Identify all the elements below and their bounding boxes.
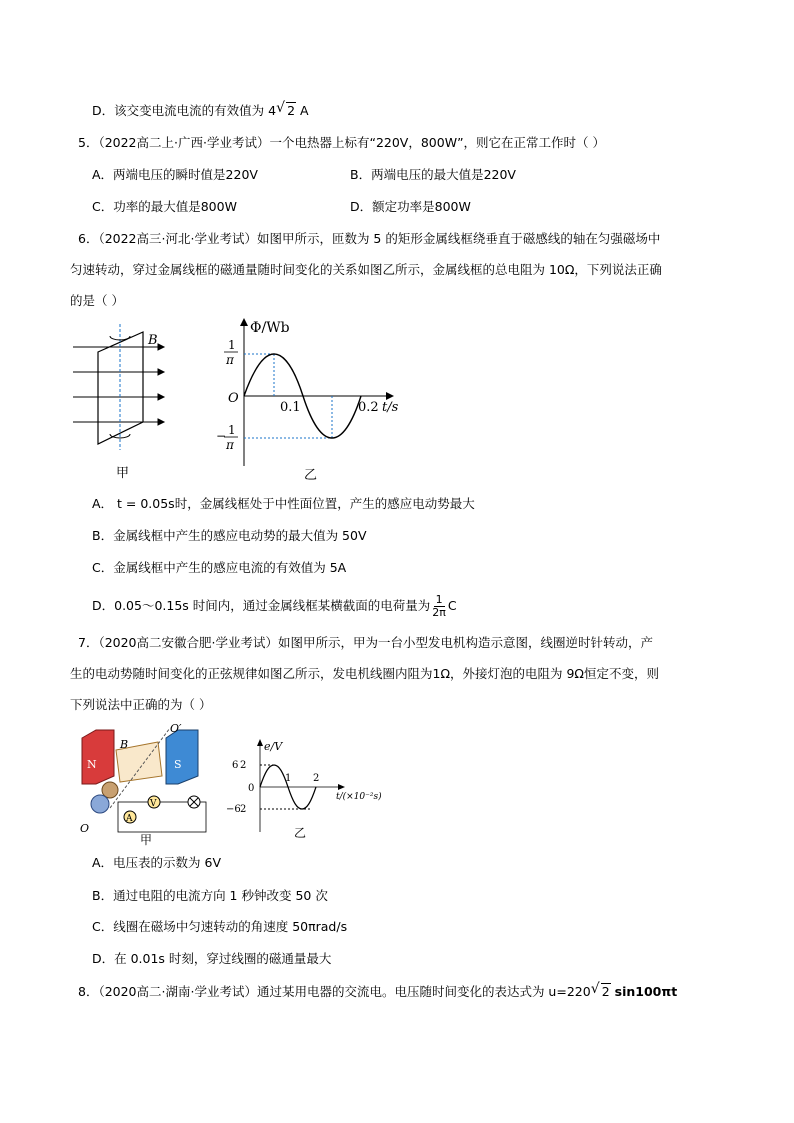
figure-caption: 乙: [304, 468, 318, 483]
min-value-numerator: 1: [228, 423, 236, 437]
figure-caption: 甲: [116, 466, 130, 481]
max-value-root: 2: [240, 760, 247, 771]
q6-option-d-text: D．0.05～0.15s 时间内，通过金属线框某横截面的电荷量为: [92, 598, 431, 613]
min-value-sign: −: [216, 429, 227, 443]
field-arrow: [158, 419, 164, 425]
origin-label: O: [228, 391, 239, 406]
q6-option-b: B．金属线框中产生的感应电动势的最大值为 50V: [92, 528, 367, 543]
q8-stem-tail: sin100πt: [614, 984, 678, 999]
q6-stem-line-2: 匀速转动，穿过金属线框的磁通量随时间变化的关系如图乙所示，金属线框的总电阻为 10Ω，下列说法正确: [70, 262, 662, 277]
tick-label-0-1: 0.1: [280, 400, 301, 415]
q5-option-d: D．额定功率是800W: [350, 199, 471, 214]
label-b: B: [120, 738, 129, 751]
q4-option-d-text: D．该交变电流电流的有效值为 4: [92, 103, 277, 118]
y-axis-arrow: [240, 318, 248, 326]
q7-option-a: A．电压表的示数为 6V: [92, 855, 222, 870]
q8-stem-text: 8．（2020高二·湖南·学业考试）通过某用电器的交流电。电压随时间变化的表达式为 u=220: [78, 984, 591, 999]
q5-option-a: A．两端电压的瞬时值是220V: [92, 167, 258, 182]
figure-caption: 乙: [294, 826, 307, 840]
q7-option-b: B．通过电阻的电流方向 1 秒钟改变 50 次: [92, 888, 328, 903]
max-value-numerator: 1: [228, 338, 236, 352]
q7-figure-generator: [74, 720, 214, 850]
q7-stem-line-1: 7．（2020高二安徽合肥·学业考试）如图甲所示，甲为一台小型发电机构造示意图，线圈逆时针转动，产: [78, 635, 653, 650]
q7-option-c: C．线圈在磁场中匀速转动的角速度 50πrad/s: [92, 919, 348, 934]
max-value: 6: [232, 760, 239, 771]
ammeter-label: A: [126, 814, 133, 824]
voltmeter-label: V: [150, 799, 157, 809]
q7-option-d: D．在 0.01s 时刻，穿过线圈的磁通量最大: [92, 951, 332, 966]
q6-option-d-unit: C: [447, 598, 457, 613]
field-arrow: [158, 369, 164, 375]
q6-option-a: A． t = 0.05s时，金属线框处于中性面位置，产生的感应电动势最大: [92, 496, 475, 511]
s-pole-magnet: [166, 730, 198, 784]
x-axis-arrow: [386, 392, 394, 400]
q6-stem-line-3: 的是（ ）: [70, 293, 124, 308]
q7-figure-emf-graph: [224, 736, 394, 842]
q5-option-b: B．两端电压的最大值是220V: [350, 167, 516, 182]
y-axis-label: Φ/Wb: [250, 320, 290, 336]
y-axis-label: e/V: [264, 740, 283, 753]
q5-option-c: C．功率的最大值是800W: [92, 199, 237, 214]
min-value-denominator: π: [226, 438, 234, 452]
n-pole-magnet: [82, 730, 114, 784]
q4-option-d-unit: A: [300, 103, 309, 118]
field-arrow: [158, 394, 164, 400]
min-value-root: 2: [240, 804, 247, 815]
zero-label: 0: [248, 783, 255, 794]
max-value-denominator: π: [226, 353, 234, 367]
tick-label-2: 2: [313, 773, 320, 784]
field-label-b: B: [148, 333, 158, 348]
min-value: −6: [226, 804, 241, 815]
q5-stem: 5．（2022高二上·广西·学业考试）一个电热器上标有“220V，800W”，则它在正常工作时（ ）: [78, 135, 606, 150]
fraction: $\frac{1}{2\pi}$: [432, 593, 446, 619]
q7-stem-line-3: 下列说法中正确的为（ ）: [70, 697, 212, 712]
tick-label-1: 1: [285, 773, 292, 784]
label-o: O: [80, 822, 90, 835]
field-arrow: [158, 344, 164, 350]
q6-figure-frame: [68, 322, 178, 482]
slip-ring: [91, 795, 109, 813]
q4-option-d: [92, 101, 309, 121]
q6-figure-flux-graph: [212, 316, 412, 484]
metal-frame: [98, 332, 143, 444]
q7-stem-line-2: 生的电动势随时间变化的正弦规律如图乙所示，发电机线圈内阻为1Ω，外接灯泡的电阻为 9Ω恒定不变，则: [70, 666, 659, 681]
x-axis-label: t/s: [382, 400, 399, 415]
q6-option-d: [92, 594, 457, 619]
n-pole-label: N: [87, 758, 97, 771]
sqrt-symbol: √ 2: [593, 982, 611, 1002]
s-pole-label: S: [174, 758, 182, 771]
tick-label-0-2: 0.2: [358, 400, 379, 415]
q6-stem-line-1: 6．（2022高三·河北·学业考试）如图甲所示，匝数为 5 的矩形金属线框绕垂直于磁感线的轴在匀强磁场中: [78, 231, 661, 246]
label-o-prime: O′: [170, 722, 182, 735]
q6-option-c: C．金属线框中产生的感应电流的有效值为 5A: [92, 560, 347, 575]
sqrt-symbol: √ 2: [278, 101, 296, 121]
figure-caption: 甲: [140, 833, 153, 847]
x-axis-label: t/(×10⁻²s): [336, 792, 382, 802]
q8-stem: [78, 982, 677, 1002]
